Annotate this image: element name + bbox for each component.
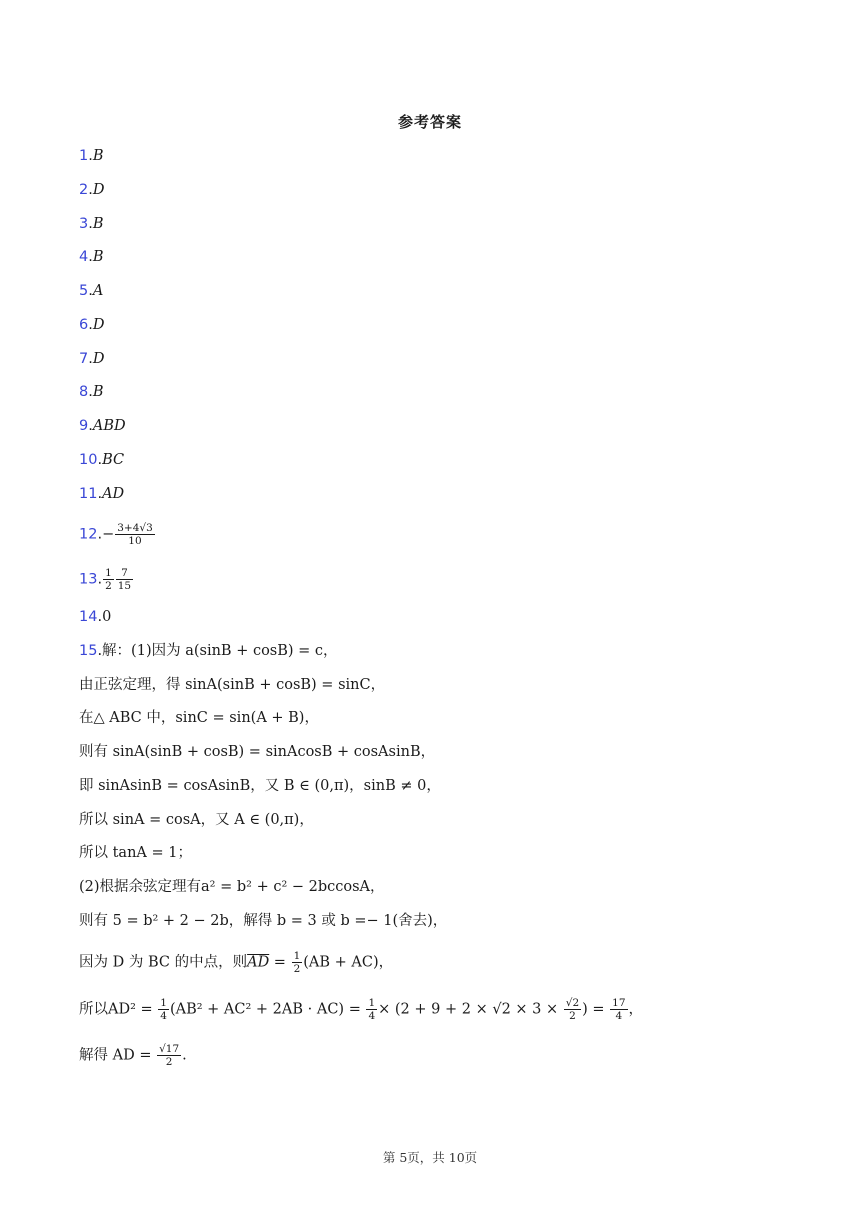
separator: . (88, 351, 93, 367)
question-number: 14 (79, 609, 98, 625)
answer-15-line-12 (79, 1043, 187, 1068)
separator: . (88, 384, 93, 400)
question-number: 2 (79, 182, 89, 198)
answer-10 (79, 450, 124, 470)
answer-value: 0 (102, 609, 112, 625)
sign: − (102, 526, 115, 543)
question-number: 4 (79, 249, 89, 265)
separator: . (88, 249, 93, 265)
solution-text: ， (628, 1001, 644, 1018)
question-number: 12 (79, 526, 98, 543)
answer-15-line-4: 则有 sinA(sinB + cosB) = sinAcosB + cosAsinB， (79, 744, 436, 760)
answer-3 (79, 214, 104, 234)
denominator: 2 (165, 1056, 173, 1068)
answer-value: A (92, 283, 104, 299)
solution-text: 所以 (79, 1001, 108, 1018)
numerator: 1 (160, 997, 167, 1009)
solution-text: .解：(1)因为 a(sinB + cosB) = c， (97, 643, 338, 659)
question-number: 1 (79, 148, 89, 164)
question-number: 6 (79, 317, 89, 333)
separator: . (88, 283, 93, 299)
answer-value: B (92, 216, 104, 232)
solution-text: . (182, 1047, 187, 1064)
denominator: 2 (105, 580, 112, 592)
fraction (116, 567, 133, 592)
separator: . (88, 317, 93, 333)
fraction (158, 997, 169, 1022)
page-footer: 第 5页，共 10页 (382, 1150, 478, 1165)
answer-12 (79, 522, 156, 547)
fraction (115, 522, 155, 547)
solution-text: (AB² + AC² + 2AB · AC) = (169, 1001, 366, 1018)
numerator: √17 (159, 1043, 180, 1055)
denominator: 15 (117, 580, 132, 592)
answer-8 (79, 382, 104, 402)
answer-1 (79, 146, 104, 166)
solution-text: 解得 AD = (79, 1047, 157, 1064)
numerator: 7 (116, 567, 133, 580)
answer-9 (79, 416, 126, 436)
answer-15-line-11 (79, 997, 643, 1022)
solution-text: ) = (582, 1001, 610, 1018)
answer-15-line-1 (79, 641, 338, 661)
answer-15-line-5: 即 sinAsinB = cosAsinB，又 B ∈ (0,π)，sinB ≠ 0， (79, 778, 441, 794)
answer-11 (79, 484, 124, 504)
solution-text: = (269, 954, 291, 971)
numerator: 1 (293, 950, 301, 962)
answer-15-line-7: 所以 tanA = 1； (79, 845, 192, 861)
answer-4 (79, 247, 104, 267)
answer-value: D (92, 182, 105, 198)
answer-5 (79, 281, 103, 301)
answer-13 (79, 567, 134, 592)
separator: . (97, 571, 103, 588)
numerator: 17 (612, 997, 626, 1009)
fraction (366, 997, 377, 1022)
numerator: √2 (565, 997, 580, 1009)
answer-value: AD (102, 486, 125, 502)
question-number: 3 (79, 216, 89, 232)
separator: . (88, 182, 93, 198)
answer-value: B (92, 384, 104, 400)
question-number: 15 (79, 643, 98, 659)
denominator: 2 (293, 963, 301, 975)
denominator: 4 (368, 1010, 376, 1022)
separator: . (88, 148, 93, 164)
fraction (157, 1043, 181, 1068)
numerator: 1 (368, 997, 376, 1009)
separator: . (97, 486, 103, 502)
solution-text: AD² = (108, 1001, 158, 1018)
answer-15-line-6: 所以 sinA = cosA，又 A ∈ (0,π)， (79, 812, 314, 828)
answer-15-line-2: 由正弦定理，得 sinA(sinB + cosB) = sinC， (79, 677, 386, 693)
denominator: 10 (128, 535, 142, 547)
answer-value: B (92, 148, 104, 164)
question-number: 10 (79, 452, 98, 468)
separator: . (97, 526, 103, 543)
question-number: 5 (79, 283, 89, 299)
vector: $\overline{AD}$ (247, 954, 270, 971)
answer-value: B (92, 249, 104, 265)
answer-value: ABD (92, 418, 126, 434)
separator: . (88, 418, 93, 434)
answer-15-line-10 (79, 950, 393, 975)
denominator: 4 (160, 1010, 167, 1022)
solution-text: 因为 D 为 BC 的中点，则 (79, 954, 248, 971)
denominator: 4 (615, 1010, 623, 1022)
question-number: 7 (79, 351, 89, 367)
separator: . (97, 609, 103, 625)
numerator: 1 (105, 567, 112, 579)
fraction (610, 997, 627, 1022)
numerator: 3+4√3 (117, 522, 153, 534)
question-number: 11 (79, 486, 98, 502)
answer-15-line-9: 则有 5 = b² + 2 − 2b，解得 b = 3 或 b =− 1(舍去)， (79, 913, 448, 929)
answer-14 (79, 607, 111, 627)
answer-15-line-8: (2)根据余弦定理有a² = b² + c² − 2bccosA， (79, 879, 385, 895)
answer-2 (79, 180, 104, 200)
denominator: 2 (569, 1010, 576, 1022)
answer-15-line-3: 在△ ABC 中，sinC = sin(A + B)， (79, 710, 319, 726)
fraction (103, 567, 114, 592)
fraction (292, 950, 303, 975)
answer-7 (79, 349, 104, 369)
answer-value: BC (102, 452, 125, 468)
separator: . (97, 452, 103, 468)
answer-value: D (92, 317, 105, 333)
solution-text: × (2 + 9 + 2 × √2 × 3 × (378, 1001, 563, 1018)
question-number: 13 (79, 571, 98, 588)
answer-value: D (92, 351, 105, 367)
answer-6 (79, 315, 104, 335)
fraction (564, 997, 581, 1022)
question-number: 9 (79, 418, 89, 434)
separator: . (88, 216, 93, 232)
solution-text: (AB + AC)， (303, 954, 394, 971)
question-number: 8 (79, 384, 89, 400)
page-title: 参考答案 (397, 113, 462, 131)
